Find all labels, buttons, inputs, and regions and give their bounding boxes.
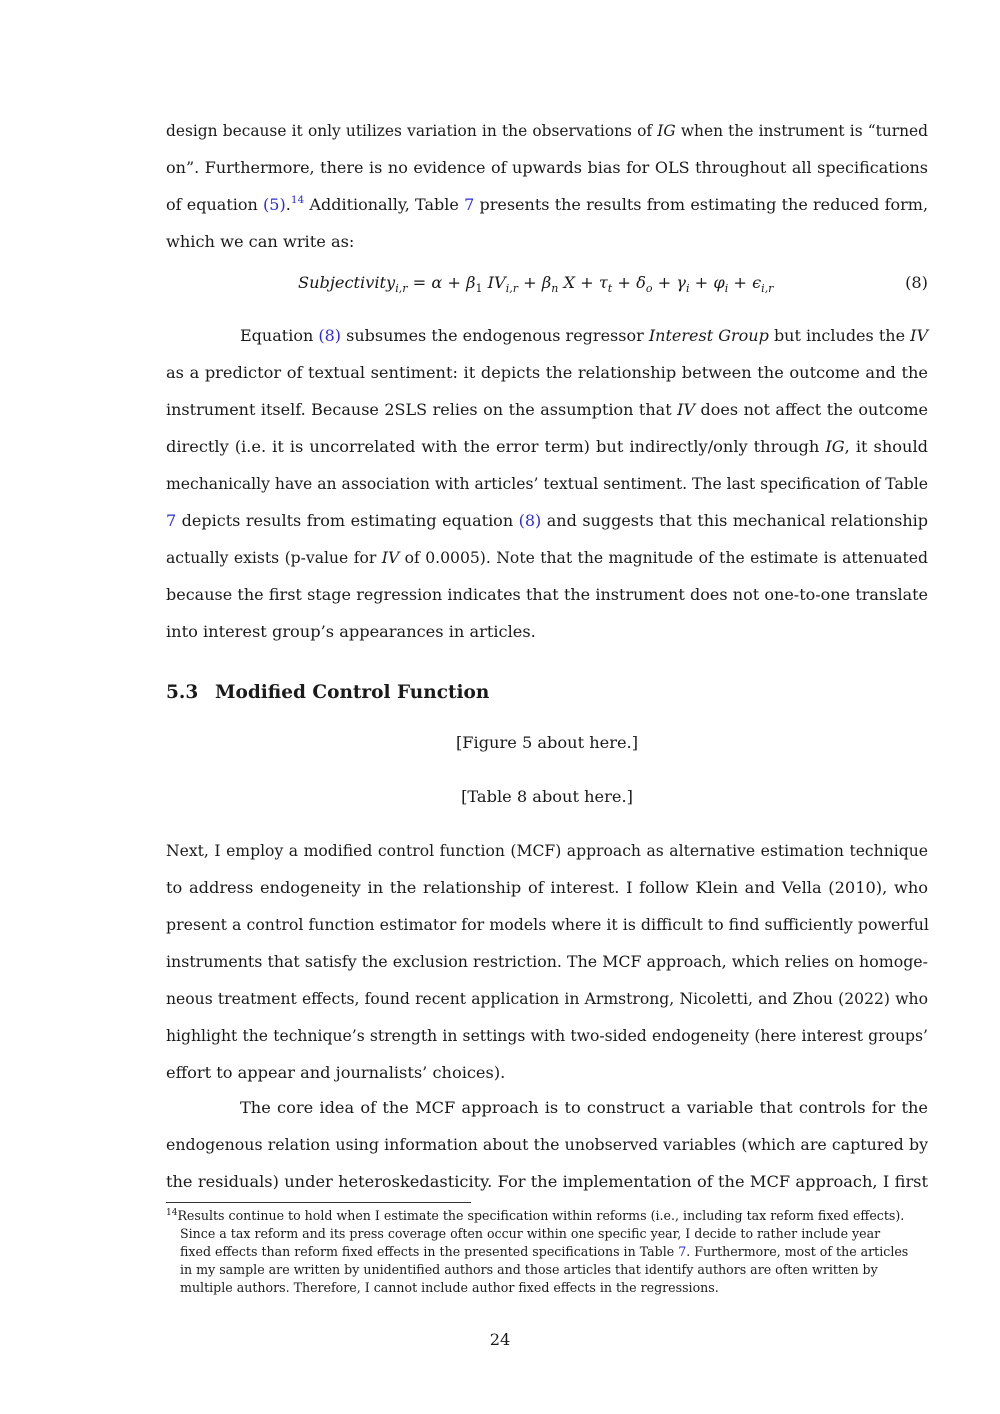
text: does not affect the outcome bbox=[695, 400, 929, 419]
section-5-3 bbox=[166, 680, 928, 706]
eq-part: + β bbox=[518, 273, 552, 292]
eq-part: + φ bbox=[689, 273, 725, 292]
paragraph-2-line-9: into interest group’s appearances in articles. bbox=[166, 622, 536, 641]
footnote-line-4: in my sample are written by unidentified authors and those articles that identify authors are often written by bbox=[180, 1262, 878, 1277]
equation-body bbox=[298, 270, 773, 296]
section-title: Modified Control Function bbox=[215, 682, 490, 703]
math-ig: IG bbox=[657, 122, 676, 140]
paragraph-2-line-3 bbox=[166, 398, 928, 422]
table-7-link[interactable]: 7 bbox=[678, 1244, 687, 1259]
eq-sub: n bbox=[551, 282, 559, 295]
paragraph-2-line-1 bbox=[166, 324, 928, 348]
equation-8-link[interactable]: (8) bbox=[318, 326, 342, 345]
text: depicts results from estimating equation bbox=[176, 511, 519, 530]
eq-sub: i,r bbox=[395, 282, 408, 295]
paragraph-3-line-3: present a control function estimator for models where it is difficult to find sufficiently powerful bbox=[166, 915, 929, 934]
footnote-marker: 14 bbox=[166, 1208, 178, 1218]
eq-part: + ϵ bbox=[728, 273, 762, 292]
eq-part: IV bbox=[482, 273, 506, 292]
text: . bbox=[285, 195, 291, 214]
footnote-line-1 bbox=[166, 1207, 928, 1225]
paragraph-4-line-3: the residuals) under heteroskedasticity. For the implementation of the MCF approach, I first bbox=[166, 1172, 928, 1191]
emphasis-interest-group: Interest Group bbox=[648, 326, 769, 345]
paragraph-1-line-4: which we can write as: bbox=[166, 232, 355, 251]
footnote-line-5: multiple authors. Therefore, I cannot include author fixed effects in the regressions. bbox=[180, 1280, 719, 1295]
paragraph-2-line-6 bbox=[166, 509, 928, 533]
eq-sub: 1 bbox=[475, 282, 483, 295]
paragraph-2-line-2: as a predictor of textual sentiment: it depicts the relationship between the outcome and the bbox=[166, 363, 928, 382]
text: of equation bbox=[166, 195, 264, 214]
table-7-link[interactable]: 7 bbox=[166, 511, 177, 530]
equation-row bbox=[166, 270, 928, 296]
paragraph-4-line-1: The core idea of the MCF approach is to construct a variable that controls for the bbox=[240, 1098, 928, 1117]
text: Additionally, Table bbox=[304, 195, 465, 214]
text: of 0.0005). Note that the magnitude of the estimate is attenuated bbox=[399, 549, 929, 567]
paragraph-1-line-3 bbox=[166, 193, 928, 217]
text: , it should bbox=[844, 437, 928, 456]
text: Results continue to hold when I estimate the specification within reforms (i.e., including tax reform fixed effects). bbox=[177, 1208, 905, 1223]
section-number: 5.3 bbox=[166, 682, 199, 703]
eq-part: + γ bbox=[652, 273, 686, 292]
math-iv: IV bbox=[381, 549, 400, 567]
text: directly (i.e. it is uncorrelated with the error term) but indirectly/only through bbox=[166, 437, 826, 456]
eq-part: + δ bbox=[612, 273, 646, 292]
equation-5-link[interactable]: (5) bbox=[263, 195, 286, 214]
math-iv: IV bbox=[910, 326, 929, 345]
paragraph-3-line-4: instruments that satisfy the exclusion restriction. The MCF approach, which relies on homoge- bbox=[166, 952, 928, 971]
eq-part: = α + β bbox=[407, 273, 476, 292]
eq-lhs: Subjectivity bbox=[298, 273, 396, 292]
math-ig: IG bbox=[825, 437, 845, 456]
paragraph-2-line-5: mechanically have an association with articles’ textual sentiment. The last specification of Table bbox=[166, 475, 928, 493]
math-iv: IV bbox=[677, 400, 696, 419]
text: design because it only utilizes variation in the observations of bbox=[166, 122, 658, 140]
eq-sub: i,r bbox=[761, 282, 774, 295]
text: . Furthermore, most of the articles bbox=[686, 1244, 909, 1259]
paragraph-3-line-5: neous treatment effects, found recent application in Armstrong, Nicoletti, and Zhou (2022) who bbox=[166, 990, 928, 1008]
footnote-line-2: Since a tax reform and its press coverage often occur within one specific year, I decide to rather include year bbox=[180, 1226, 881, 1241]
paragraph-1-line-2: on”. Furthermore, there is no evidence of upwards bias for OLS throughout all specifications bbox=[166, 158, 928, 177]
paragraph-2-line-7 bbox=[166, 546, 928, 570]
text: and suggests that this mechanical relationship bbox=[541, 511, 928, 530]
table-placeholder: [Table 8 about here.] bbox=[461, 787, 633, 806]
eq-sub: i bbox=[724, 282, 729, 295]
text: when the instrument is “turned bbox=[675, 122, 929, 140]
figure-placeholder: [Figure 5 about here.] bbox=[455, 733, 639, 752]
page-number: 24 bbox=[489, 1330, 511, 1349]
paragraph-2-line-8: because the first stage regression indicates that the instrument does not one-to-one translate bbox=[166, 585, 928, 604]
paragraph-2-line-4 bbox=[166, 435, 928, 459]
text: instrument itself. Because 2SLS relies on the assumption that bbox=[166, 400, 678, 419]
text: fixed effects than reform fixed effects in the presented specifications in Table bbox=[180, 1244, 679, 1259]
paragraph-3-line-6: highlight the technique’s strength in settings with two-sided endogeneity (here interest groups’ bbox=[166, 1027, 928, 1045]
paragraph-4-line-2: endogenous relation using information about the unobserved variables (which are captured by bbox=[166, 1135, 928, 1154]
paragraph-3-line-2: to address endogeneity in the relationship of interest. I follow Klein and Vella (2010), who bbox=[166, 878, 928, 897]
equation-number: (8) bbox=[905, 273, 928, 292]
equation-8-link[interactable]: (8) bbox=[518, 511, 542, 530]
text: subsumes the endogenous regressor bbox=[341, 326, 649, 345]
text: presents the results from estimating the reduced form, bbox=[474, 195, 929, 214]
footnote-14-marker[interactable]: 14 bbox=[290, 194, 305, 206]
footnote-line-3 bbox=[166, 1243, 928, 1261]
text: Equation bbox=[240, 326, 319, 345]
footnote-rule bbox=[166, 1202, 471, 1203]
eq-sub: i,r bbox=[505, 282, 518, 295]
eq-sub: i bbox=[685, 282, 690, 295]
text: but includes the bbox=[768, 326, 911, 345]
eq-sub: t bbox=[607, 282, 613, 295]
eq-part: X + τ bbox=[558, 273, 608, 292]
paragraph-1-line-1 bbox=[166, 119, 928, 143]
table-7-link[interactable]: 7 bbox=[464, 195, 475, 214]
text: actually exists (p-value for bbox=[166, 549, 382, 567]
paragraph-3-line-1: Next, I employ a modified control function (MCF) approach as alternative estimation technique bbox=[166, 842, 928, 860]
paragraph-3-line-7: effort to appear and journalists’ choices). bbox=[166, 1063, 506, 1082]
eq-sub: o bbox=[645, 282, 653, 295]
